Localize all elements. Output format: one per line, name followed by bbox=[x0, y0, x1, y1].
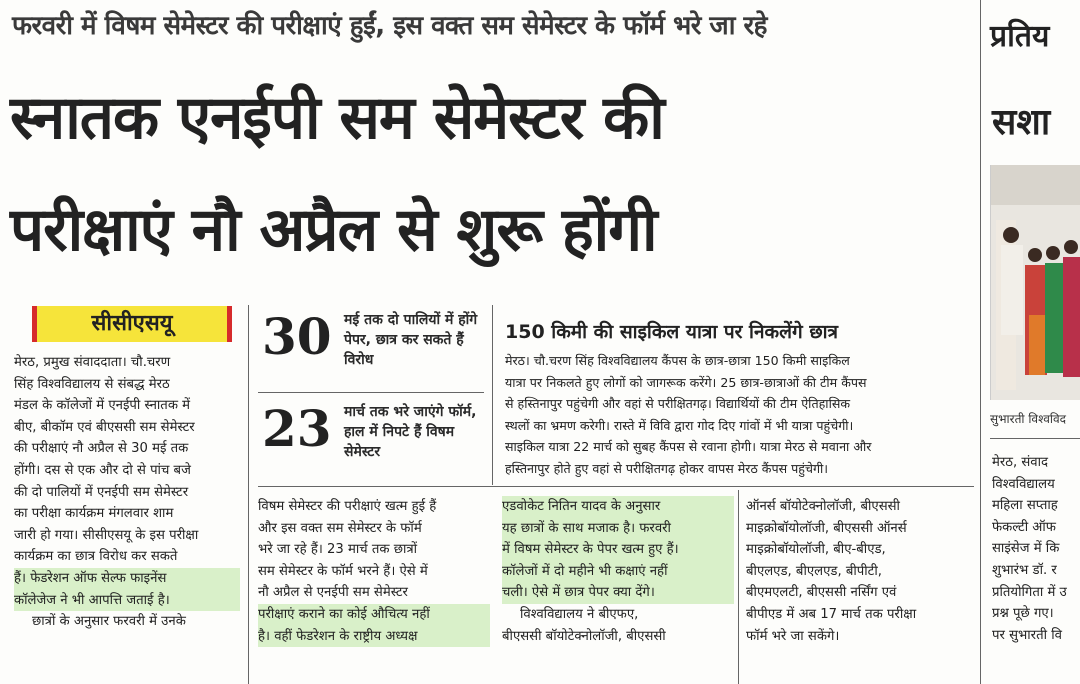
column-divider bbox=[738, 490, 739, 684]
side-story-text: मेरठ। चौ.चरण सिंह विश्वविद्यालय कैंपस के छात्र-छात्रा 150 किमी साइकिल यात्रा पर निकलते हुए लोगों को जागरूक करेंगे। 25 छात्र-छात्राओं की टीम कैंपस से हस्तिनापुर पहुंचेगी और वहां से परीक्षितगढ़। विद्यार्थियों की टीम ऐतिहासिक स्थलों का भ्रमण करेगी। रास्ते में विवि द्वारा गोद दिए गांवों में भी यात्रा पहुंचेगी। साइकिल यात्रा 22 मार्च को सुबह कैंपस से रवाना होगी। यात्रा मेरठ से मवाना और हस्तिनापुर होते हुए वहां से परीक्षितगढ़ होकर वापस मेरठ कैंपस पहुंचेगी। bbox=[505, 353, 872, 476]
fact-divider bbox=[258, 392, 484, 393]
fact1-text: मई तक दो पालियों में होंगे पेपर, छात्र कर सकते हैं विरोध bbox=[344, 312, 478, 368]
col3-text: एडवोकेट नितिन यादव के अनुसार यह छात्रों के साथ मजाक है। फरवरी में विषम सेमेस्टर के पेपर खत्म हुए हैं। कॉलेजों में दो महीने भी कक्षाएं नहीं चली। ऐसे में छात्र पेपर क्या देंगे। विश्वविद्यालय ने बीएफए, बीएससी बॉयोटेक्नोलॉजी, बीएससी bbox=[502, 496, 734, 647]
right-kicker: प्रतिय bbox=[990, 19, 1050, 54]
fact2-text: मार्च तक भरे जाएंगे फॉर्म, हाल में निपटे हैं विषम सेमेस्टर bbox=[344, 404, 477, 460]
divider bbox=[990, 438, 1080, 439]
col2-text: विषम सेमेस्टर की परीक्षाएं खत्म हुई हैं और इस वक्त सम सेमेस्टर के फॉर्म भरे जा रहे हैं। 23 मार्च तक छात्रों सम सेमेस्टर के फॉर्म भरने हैं। ऐसे में नौ अप्रैल से एनईपी सम सेमेस्टर परीक्षाएं कराने का कोई औचित्य नहीं है। वहीं फेडरेशन के राष्ट्रीय अध्यक्ष bbox=[258, 496, 490, 647]
column-divider bbox=[492, 305, 493, 485]
headline-line-2: परीक्षाएं नौ अप्रैल से शुरू होंगी bbox=[10, 195, 657, 265]
side-headline: 150 किमी की साइकिल यात्रा पर निकलेंगे छात्र bbox=[505, 321, 839, 343]
headline-line-1: स्नातक एनईपी सम सेमेस्टर की bbox=[10, 83, 664, 153]
col1-text: मेरठ, प्रमुख संवाददाता। चौ.चरण सिंह विश्वविद्यालय से संबद्ध मेरठ मंडल के कॉलेजों में एनईपी स्नातक में बीए, बीकॉम एवं बीएससी सम सेमेस्टर की परीक्षाएं नौ अप्रैल से 30 मई तक होंगी। दस से एक और दो से पांच बजे की दो पालियों में एनईपी सम सेमेस्टर का परीक्षा कार्यक्रम मंगलवार शाम जारी हो गया। सीसीएसयू के इस परीक्षा कार्यक्रम का छात्र विरोध कर सकते हैं। फेडरेशन ऑफ सेल्फ फाइनेंस कॉलेजेज ने भी आपत्ति जताई है। छात्रों के अनुसार फरवरी में उनके bbox=[14, 352, 240, 633]
column-divider bbox=[980, 0, 981, 684]
col4-text: ऑनर्स बॉयोटेक्नोलॉजी, बीएससी माइक्रोबॉयोलॉजी, बीएससी ऑनर्स माइक्रोबॉयोलॉजी, बीए-बीएड, बीएलएड, बीएलएड, बीपीटी, बीएमएलटी, बीएससी नर्सिंग एवं बीपीएड में अब 17 मार्च तक परीक्षा फॉर्म भरे जा सकेंगे। bbox=[746, 499, 917, 644]
news-photo bbox=[990, 165, 1080, 400]
fact2-number: 23 bbox=[262, 399, 332, 458]
section-divider bbox=[258, 486, 974, 487]
section-tag: सीसीएसयू bbox=[32, 306, 232, 342]
fact1-number: 30 bbox=[262, 307, 332, 366]
col5-text: मेरठ, संवाद विश्वविद्यालय महिला सप्ताह फेकल्टी ऑफ साइंसेज में कि शुभारंभ डॉ. र प्रतियोगिता में उ प्रश्न पूछे गए। पर सुभारती वि bbox=[992, 455, 1067, 643]
photo-caption: सुभारती विश्वविद bbox=[990, 412, 1067, 426]
right-headline: सशा bbox=[992, 102, 1051, 143]
column-divider bbox=[248, 305, 249, 684]
kicker: फरवरी में विषम सेमेस्टर की परीक्षाएं हुईं, इस वक्त सम सेमेस्टर के फॉर्म भरे जा रहे bbox=[12, 11, 767, 41]
